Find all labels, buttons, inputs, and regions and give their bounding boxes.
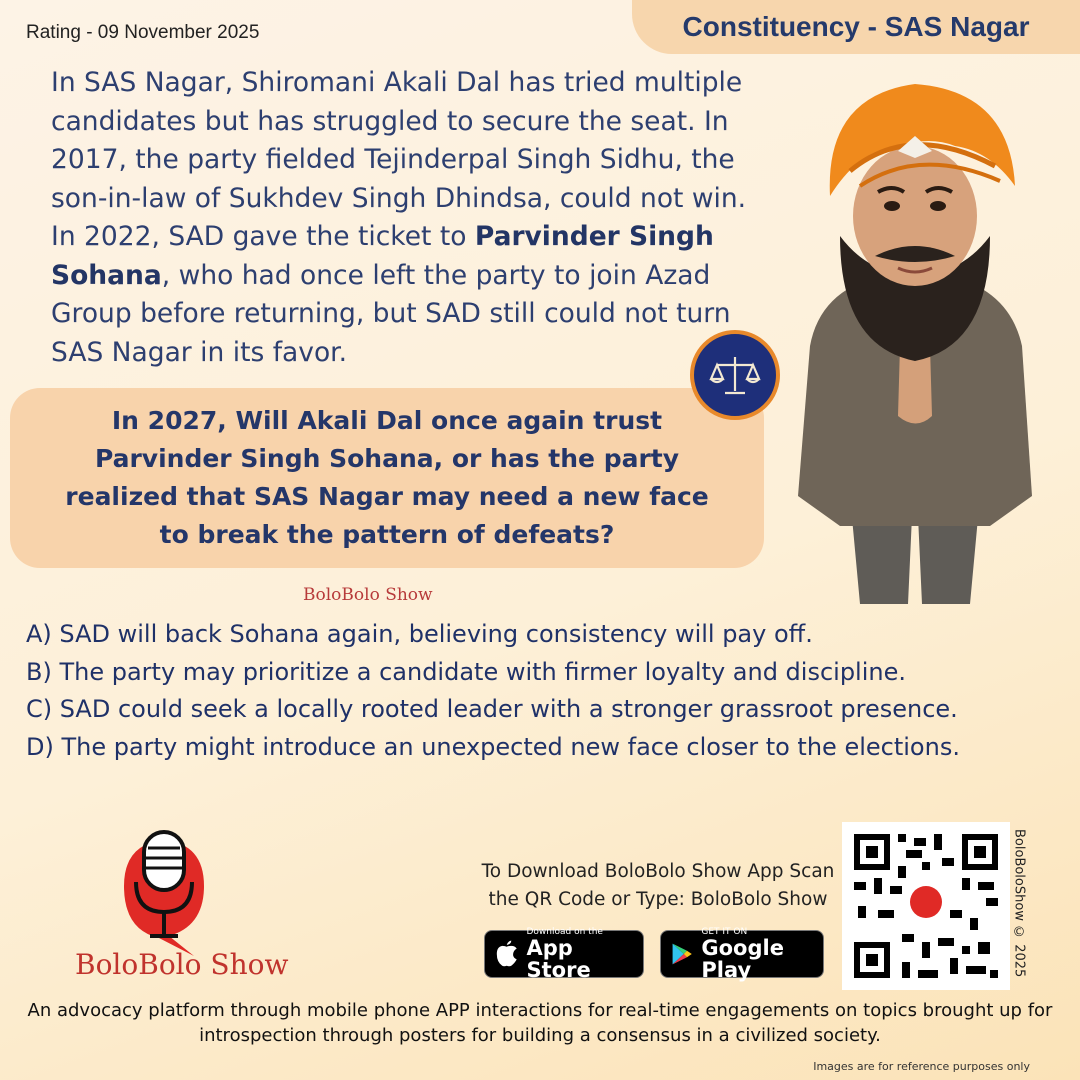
logo-brand-name: BoloBolo Show [75, 948, 289, 981]
watermark-brand: BoloBolo Show [303, 585, 433, 605]
app-store-label: App Store [526, 936, 591, 982]
google-play-small-label: GET IT ON [701, 927, 748, 937]
option-a[interactable]: A) SAD will back Sohana again, believing consistency will pay off. [26, 620, 813, 648]
google-play-label: Google Play [701, 936, 784, 982]
scales-icon [707, 347, 763, 403]
rating-date: Rating - 09 November 2025 [26, 22, 260, 43]
image-disclaimer: Images are for reference purposes only [813, 1060, 1030, 1073]
candidate-name: Parvinder Singh Sohana [51, 221, 714, 291]
app-store-button[interactable] [484, 927, 644, 982]
question-box [10, 388, 764, 568]
qr-code-icon[interactable] [842, 822, 1010, 990]
answer-options [26, 616, 1066, 766]
google-play-icon [671, 939, 693, 969]
advocacy-statement: An advocacy platform through mobile phone APP interactions for real-time engagements on topics brought up for introspection through posters for building a consensus in a civilized society. [27, 1000, 1053, 1046]
question-text: In 2027, Will Akali Dal once again trust Parvinder Singh Sohana, or has the party realized that SAS Nagar may need a new face to break the pattern of defeats? [65, 406, 709, 549]
download-instructions: To Download BoloBolo Show App Scan the QR Code or Type: BoloBolo Show [481, 861, 835, 910]
apple-icon [495, 939, 519, 969]
description-part-1: In SAS Nagar, Shiromani Akali Dal has tried multiple candidates but has struggled to secure the seat. In 2017, the party fielded Tejinderpal Singh Sidhu, the son-in-law of Sukhdev Singh Dhindsa, could not win. In 2022, SAD gave the ticket to [51, 67, 747, 252]
copyright-text: BoloBoloShow © 2025 [1011, 828, 1027, 978]
candidate-illustration [780, 76, 1050, 606]
app-store-small-label: Download on the [526, 927, 603, 937]
option-d[interactable]: D) The party might introduce an unexpected new face closer to the elections. [26, 732, 960, 761]
google-play-button[interactable] [660, 927, 824, 982]
description-part-2: , who had once left the party to join Azad Group before returning, but SAD still could not turn SAS Nagar in its favor. [51, 259, 731, 368]
option-b[interactable]: B) The party may prioritize a candidate with firmer loyalty and discipline. [26, 657, 906, 686]
description-text [51, 64, 771, 372]
option-c[interactable]: C) SAD could seek a locally rooted leader with a stronger grassroot presence. [26, 695, 958, 723]
party-symbol-badge [690, 330, 780, 420]
constituency-title: Constituency - SAS Nagar [632, 0, 1080, 54]
